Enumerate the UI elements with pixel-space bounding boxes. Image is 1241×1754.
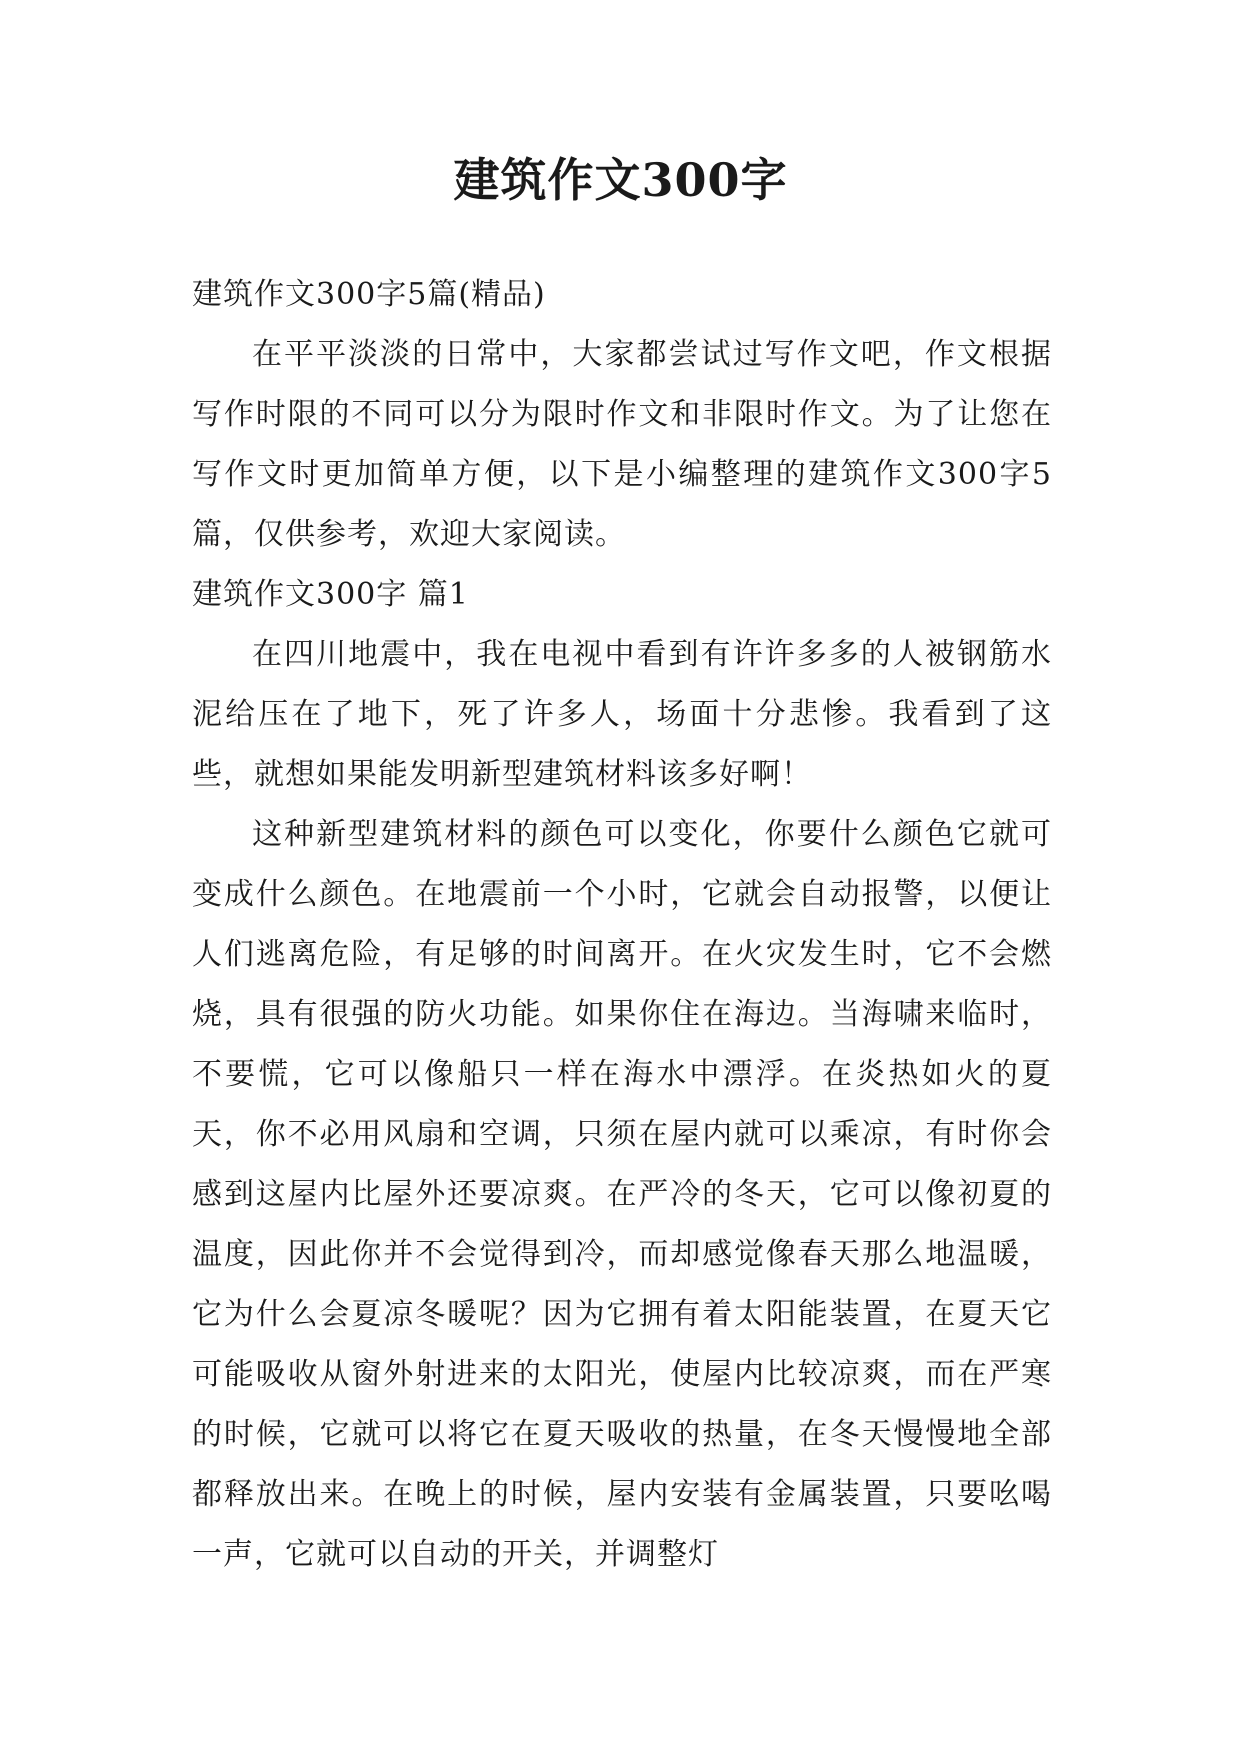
article-heading: 建筑作文300字 篇1	[192, 577, 469, 612]
document-title: 建筑作文300字	[453, 153, 788, 207]
article-paragraph: 这种新型建筑材料的颜色可以变化，你要什么颜色它就可变成什么颜色。在地震前一个小时，它就会自动报警，以便让人们逃离危险，有足够的时间离开。在火灾发生时，它不会燃烧，具有很强的防火功能。如果你住在海边。当海啸来临时，不要慌，它可以像船只一样在海水中漂浮。在炎热如火的夏天，你不必用风扇和空调，只须在屋内就可以乘凉，有时你会感到这屋内比屋外还要凉爽。在严冷的冬天，它可以像初夏的温度，因此你并不会觉得到冷，而却感觉像春天那么地温暖，它为什么会夏凉冬暖呢？因为它拥有着太阳能装置，在夏天它可能吸收从窗外射进来的太阳光，使屋内比较凉爽，而在严寒的时候，它就可以将它在夏天吸收的热量，在冬天慢慢地全部都释放出来。在晚上的时候，屋内安装有金属装置，只要吆喝一声，它就可以自动的开关，并调整灯	[192, 817, 1052, 1572]
document-body	[192, 265, 1052, 1585]
article-paragraph: 在四川地震中，我在电视中看到有许许多多的人被钢筋水泥给压在了地下，死了许多人，场面十分悲惨。我看到了这些，就想如果能发明新型建筑材料该多好啊！	[192, 637, 1052, 792]
collection-heading: 建筑作文300字5篇(精品)	[192, 277, 546, 312]
intro-paragraph: 在平平淡淡的日常中，大家都尝试过写作文吧，作文根据写作时限的不同可以分为限时作文和非限时作文。为了让您在写作文时更加简单方便，以下是小编整理的建筑作文300字5篇，仅供参考，欢迎大家阅读。	[192, 337, 1052, 552]
